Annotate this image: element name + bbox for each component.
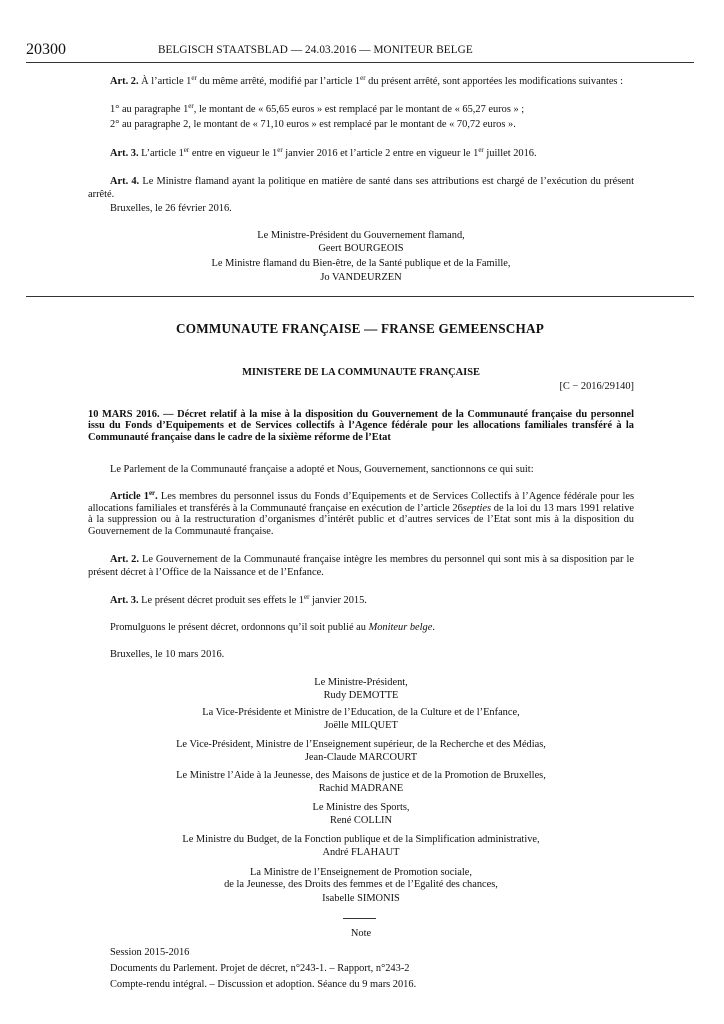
article1-text-a: Les membres du personnel issus du Fonds d’Equipements et de Services Collectifs à l’Agence fédérale pour les allocations familiales et transférés à la Communauté française en exécution de l’article 26: [88, 491, 634, 514]
art2-sup1: er: [191, 74, 197, 82]
header-rule: [26, 62, 694, 63]
signatory-name: Isabelle SIMONIS: [322, 893, 400, 904]
signatory-name: Rudy DEMOTTE: [323, 690, 399, 701]
page-number: 20300: [26, 41, 66, 58]
article1-italic: septies: [462, 502, 492, 514]
promulgation: [88, 621, 634, 634]
article2-label: Art. 2.: [110, 554, 139, 565]
art2-item1-sup: er: [188, 102, 194, 110]
signatory-title: Le Vice-Président, Ministre de l’Enseignement supérieur, de la Recherche et des Médias,: [176, 739, 546, 750]
promulgation-end: .: [432, 622, 435, 633]
running-title: BELGISCH STAATSBLAD — 24.03.2016 — MONITEUR BELGE: [158, 44, 473, 56]
art2-label: Art. 2.: [110, 76, 139, 87]
article1-paragraph: [88, 491, 634, 538]
note-line: Session 2015-2016: [110, 947, 190, 958]
top-signatory-2-title: Le Ministre flamand du Bien-être, de la Santé publique et de la Famille,: [211, 258, 511, 269]
signatory-name: Jean-Claude MARCOURT: [304, 752, 418, 763]
art3-sup1: er: [183, 146, 190, 154]
art3-paragraph: [88, 147, 634, 160]
top-place-date: Bruxelles, le 26 février 2016.: [110, 203, 232, 214]
art4-label: Art. 4.: [110, 176, 140, 187]
art2-item-1: [110, 103, 634, 116]
art2-item1-a: 1° au paragraphe 1: [110, 104, 189, 115]
signatory-title: Le Ministre-Président,: [314, 677, 408, 688]
article1-label-sup: er: [148, 489, 156, 497]
art3-text-c: janvier 2016 et l’article 2 entre en vigueur le 1: [282, 148, 479, 159]
art2-sup2: er: [360, 74, 366, 82]
art2-text-a: À l’article 1: [138, 76, 192, 87]
signatory-title: de la Jeunesse, des Droits des femmes et de l’Egalité des chances,: [224, 879, 498, 890]
note-heading: Note: [350, 928, 372, 939]
note-rule: [343, 918, 376, 919]
art3-sup3: er: [478, 146, 484, 154]
article1-text-b: de la loi du 13 mars 1991 relative à la suppression ou à la restructuration d’organismes d’intérêt public et d’autres services de l’Etat sont mis à la disposition du Gouvernement de la Communauté française.: [88, 502, 634, 537]
note-line: Compte-rendu intégral. – Discussion et adoption. Séance du 9 mars 2016.: [110, 979, 417, 991]
article2-text: Le Gouvernement de la Communauté française intègre les membres du personnel qui sont mis à sa disposition par le présent décret à l’Office de la Naissance et de l’Enfance.: [88, 554, 634, 579]
signatory-name: René COLLIN: [329, 815, 393, 826]
art3-label: Art. 3.: [110, 148, 139, 159]
section-title: COMMUNAUTE FRANÇAISE — FRANSE GEMEENSCHAP: [176, 321, 544, 336]
section-divider: [26, 296, 694, 297]
signatory-title: Le Ministre des Sports,: [312, 802, 410, 813]
article3-text-b: janvier 2015.: [309, 595, 367, 606]
signatory-name: Joëlle MILQUET: [324, 720, 398, 731]
article1-label: [110, 491, 158, 502]
reference-number: [C − 2016/29140]: [559, 381, 634, 392]
promulgation-italic: Moniteur belge: [368, 622, 433, 633]
article3-sup: er: [304, 593, 310, 601]
top-signatory-2-name: Jo VANDEURZEN: [320, 272, 402, 283]
article1-label-text: Article 1: [110, 491, 149, 502]
signatory-name: André FLAHAUT: [322, 847, 400, 858]
article3-paragraph: [88, 594, 634, 607]
signatory-title: La Ministre de l’Enseignement de Promotion sociale,: [250, 867, 472, 878]
art3-text-b: entre en vigueur le 1: [189, 148, 278, 159]
article2-paragraph: [88, 553, 634, 580]
art3-sup2: er: [277, 146, 283, 154]
art2-text-b: du même arrêté, modifié par l’article 1: [196, 76, 361, 87]
art2-intro: [88, 75, 634, 88]
signatory-title: La Vice-Présidente et Ministre de l’Education, de la Culture et de l’Enfance,: [202, 707, 520, 718]
preamble: Le Parlement de la Communauté française a adopté et Nous, Gouvernement, sanctionnons ce qui suit:: [110, 464, 534, 475]
signatory-name: Rachid MADRANE: [318, 783, 404, 794]
art2-text-c: du présent arrêté, sont apportées les modifications suivantes :: [365, 76, 623, 87]
article3-text-a: Le présent décret produit ses effets le 1: [138, 595, 304, 606]
art2-item-2: 2° au paragraphe 2, le montant de « 71,10 euros » est remplacé par le montant de « 70,72 euros ».: [110, 119, 516, 130]
art3-text-a: L’article 1: [138, 148, 184, 159]
art4-text: Le Ministre flamand ayant la politique en matière de santé dans ses attributions est chargé de l’exécution du présent arrêté.: [88, 176, 634, 201]
section-place-date: Bruxelles, le 10 mars 2016.: [110, 649, 225, 660]
decree-title: 10 MARS 2016. — Décret relatif à la mise à la disposition du Gouvernement de la Communauté française du personnel issu du Fonds d’Equipements et de Services collectifs à l’Agence fédérale pour les allocations familiales transféré à la Communauté française dans le cadre de la sixième réforme de l’Etat: [88, 409, 634, 443]
article3-label: Art. 3.: [110, 595, 139, 606]
top-signatory-1-name: Geert BOURGEOIS: [318, 243, 404, 254]
art2-item1-b: , le montant de « 65,65 euros » est remplacé par le montant de « 65,27 euros » ;: [193, 104, 525, 115]
article1-label-end: .: [155, 491, 158, 502]
top-signatory-1-title: Le Ministre-Président du Gouvernement flamand,: [257, 230, 465, 241]
promulgation-text: Promulguons le présent décret, ordonnons qu’il soit publié au: [110, 622, 369, 633]
signatory-title: Le Ministre l’Aide à la Jeunesse, des Maisons de justice et de la Promotion de Bruxelles,: [176, 770, 546, 781]
note-line: Documents du Parlement. Projet de décret, n°243-1. – Rapport, n°243-2: [110, 963, 410, 975]
signatory-title: Le Ministre du Budget, de la Fonction publique et de la Simplification administrative,: [182, 834, 540, 845]
ministry-title: MINISTERE DE LA COMMUNAUTE FRANÇAISE: [242, 367, 480, 378]
art3-text-d: juillet 2016.: [483, 148, 537, 159]
notes-list: [110, 945, 416, 993]
art4-paragraph: [88, 175, 634, 202]
